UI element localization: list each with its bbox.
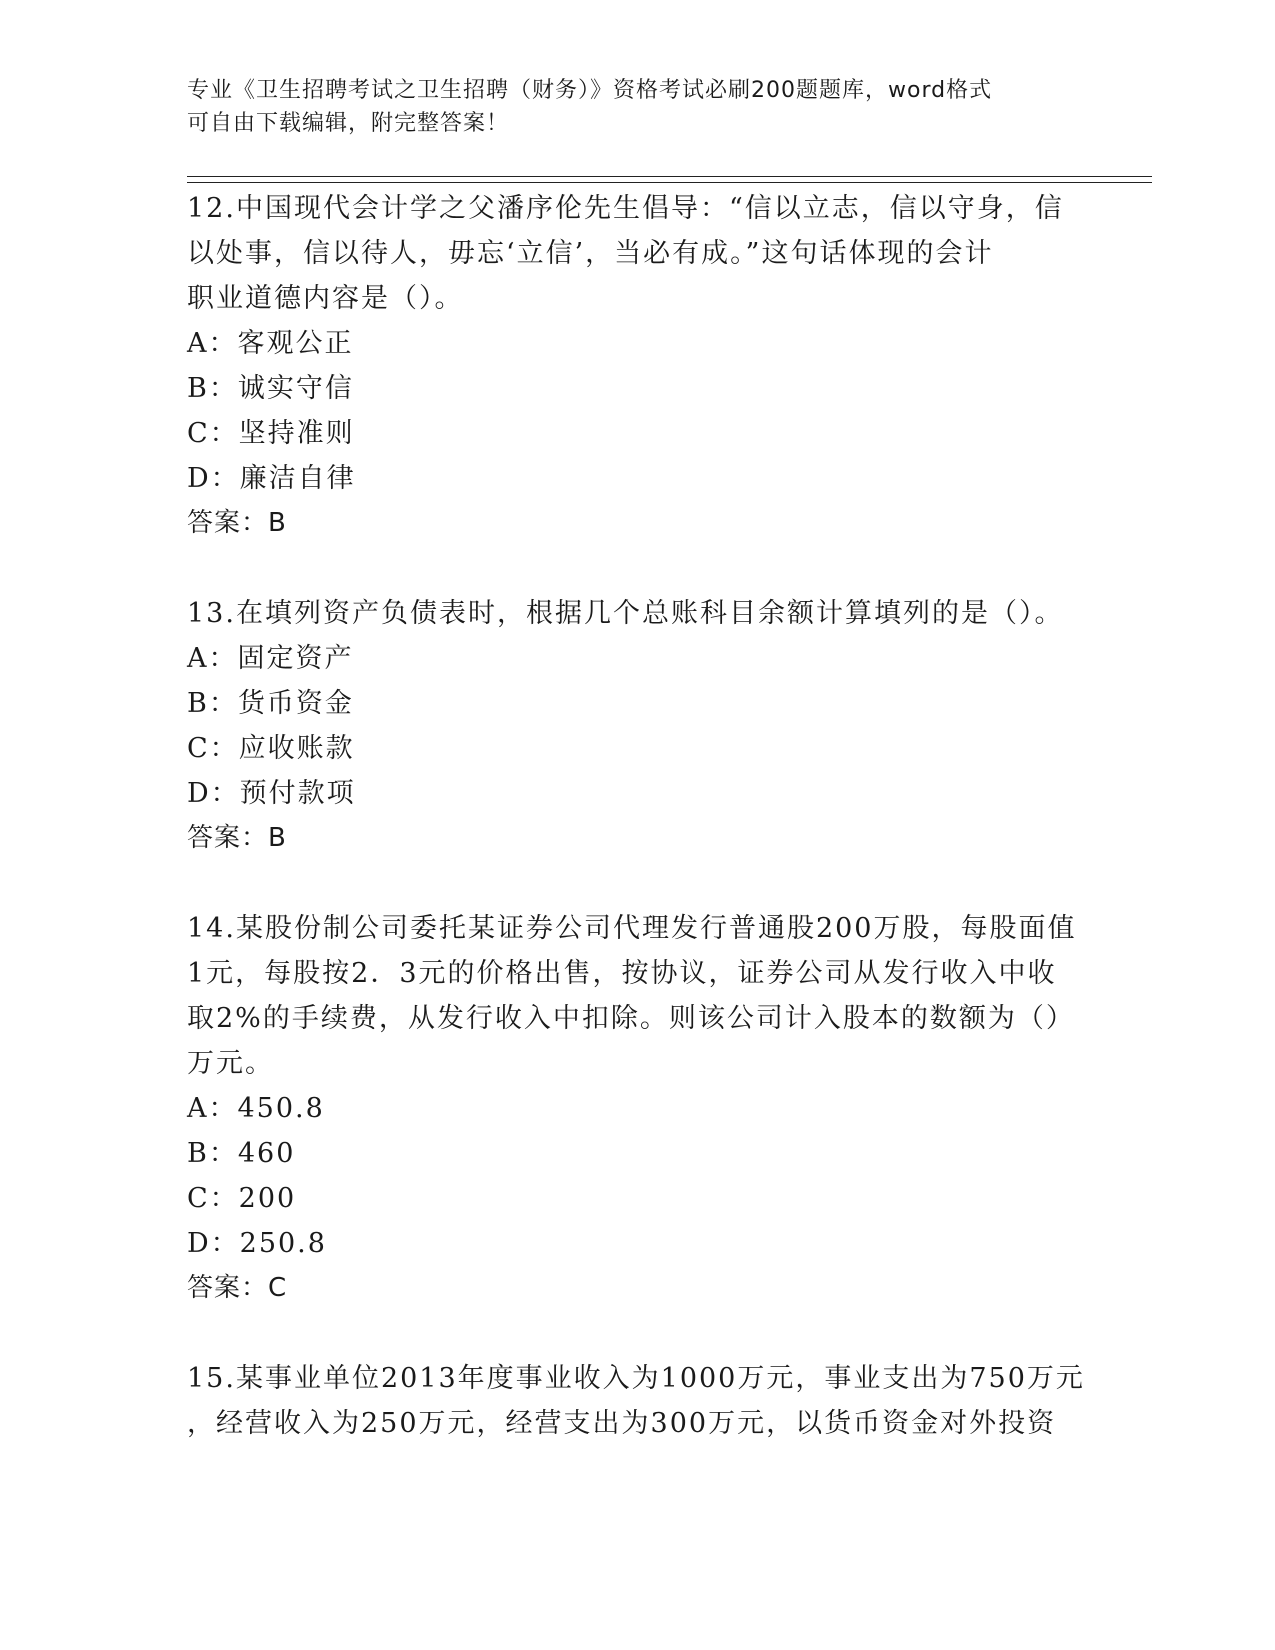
question-stem-line: 13.在填列资产负债表时，根据几个总账科目余额计算填列的是（）。: [187, 598, 1064, 629]
option-a: A：客观公正: [187, 328, 354, 359]
option-d: D：廉洁自律: [187, 463, 356, 494]
option-b: B：诚实守信: [187, 373, 354, 404]
question-stem-line: 15.某事业单位2013年度事业收入为1000万元，事业支出为750万元: [187, 1363, 1085, 1394]
header-line-1: 专业《卫生招聘考试之卫生招聘（财务）》资格考试必刷200题题库，word格式: [187, 78, 993, 103]
option-b: B：货币资金: [187, 688, 354, 719]
question-stem-line: 14.某股份制公司委托某证券公司代理发行普通股200万股，每股面值: [187, 913, 1077, 944]
header-divider-top: [187, 176, 1152, 177]
option-b: B：460: [187, 1138, 296, 1169]
option-c: C：坚持准则: [187, 418, 355, 449]
question-stem-line: 取2%的手续费，从发行收入中扣除。则该公司计入股本的数额为（）: [187, 1003, 1075, 1034]
header-line-2: 可自由下载编辑，附完整答案！: [187, 111, 510, 136]
answer-label: 答案：C: [187, 1273, 288, 1303]
question-stem-line: 12.中国现代会计学之父潘序伦先生倡导：“信以立志，信以守身，信: [187, 193, 1064, 224]
answer-label: 答案：B: [187, 823, 287, 853]
header-divider-bottom: [187, 182, 1152, 183]
question-14: [187, 906, 1087, 1311]
question-stem-line: 以处事，信以待人，毋忘‘立信’，当必有成。”这句话体现的会计: [187, 238, 994, 269]
question-stem-line: 万元。: [187, 1048, 274, 1079]
question-stem-line: 职业道德内容是（）。: [187, 283, 464, 314]
option-a: A：450.8: [187, 1093, 325, 1124]
question-12: [187, 186, 1087, 546]
question-stem-line: 1元，每股按2．3元的价格出售，按协议，证券公司从发行收入中收: [187, 958, 1057, 989]
option-d: D：预付款项: [187, 778, 356, 809]
question-stem-line: ，经营收入为250万元，经营支出为300万元，以货币资金对外投资: [187, 1408, 1057, 1439]
question-13: [187, 591, 1087, 861]
option-d: D：250.8: [187, 1228, 327, 1259]
option-a: A：固定资产: [187, 643, 354, 674]
answer-label: 答案：B: [187, 508, 287, 538]
question-15: [187, 1356, 1087, 1446]
document-header: [187, 74, 1067, 140]
option-c: C：200: [187, 1183, 297, 1214]
question-list: [187, 186, 1087, 1491]
option-c: C：应收账款: [187, 733, 355, 764]
